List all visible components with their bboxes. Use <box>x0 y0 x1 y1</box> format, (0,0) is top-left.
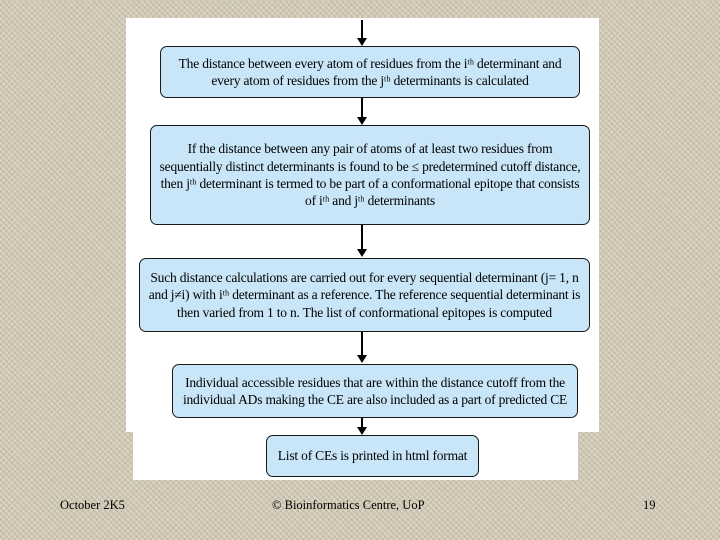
step-text-line: every atom of residues from the jᵗʰ determinants is calculated <box>211 73 529 88</box>
step-text-line: The distance between every atom of residues from the iᵗʰ determinant and <box>178 55 562 71</box>
arrow-down-icon <box>357 117 367 125</box>
flow-step-1 <box>160 46 580 98</box>
step-text-line: then jᵗʰ determinant is termed to be part of a conformational epitope that consists <box>160 176 580 191</box>
step-text-line: List of CEs is printed in html format <box>277 448 468 464</box>
flow-step-2 <box>150 125 590 225</box>
step-text-line: sequentially distinct determinants is found to be ≤ predetermined cutoff distance, <box>159 158 581 174</box>
step-text-line: individual ADs making the CE are also included as a part of predicted CE <box>182 392 568 407</box>
step-text-line: If the distance between any pair of atoms of at least two residues from <box>187 141 553 157</box>
connector-3 <box>361 225 363 251</box>
flow-step-4 <box>172 364 578 418</box>
flow-step-5 <box>266 435 479 477</box>
arrow-down-icon <box>357 38 367 46</box>
step-text-line: and j≠i) with iᵗʰ determinant as a reference. The reference sequential determinant is <box>148 287 581 303</box>
step-text-line: of iᵗʰ and jᵗʰ determinants <box>305 193 435 209</box>
footer-date: October 2K5 <box>60 498 125 512</box>
arrow-down-icon <box>357 249 367 257</box>
step-text-line: then varied from 1 to n. The list of conformational epitopes is computed <box>177 304 552 320</box>
step-text-line: Individual accessible residues that are within the distance cutoff from the <box>185 374 565 390</box>
arrow-down-icon <box>357 427 367 435</box>
footer-page-number: 19 <box>643 498 656 512</box>
connector-2 <box>361 98 363 119</box>
connector-1 <box>361 20 363 40</box>
arrow-down-icon <box>357 355 367 363</box>
step-text-line: Such distance calculations are carried out for every sequential determinant (j= 1, n <box>150 270 579 286</box>
footer-credit: © Bioinformatics Centre, UoP <box>272 498 425 512</box>
connector-4 <box>361 332 363 357</box>
flow-step-3 <box>139 258 590 332</box>
